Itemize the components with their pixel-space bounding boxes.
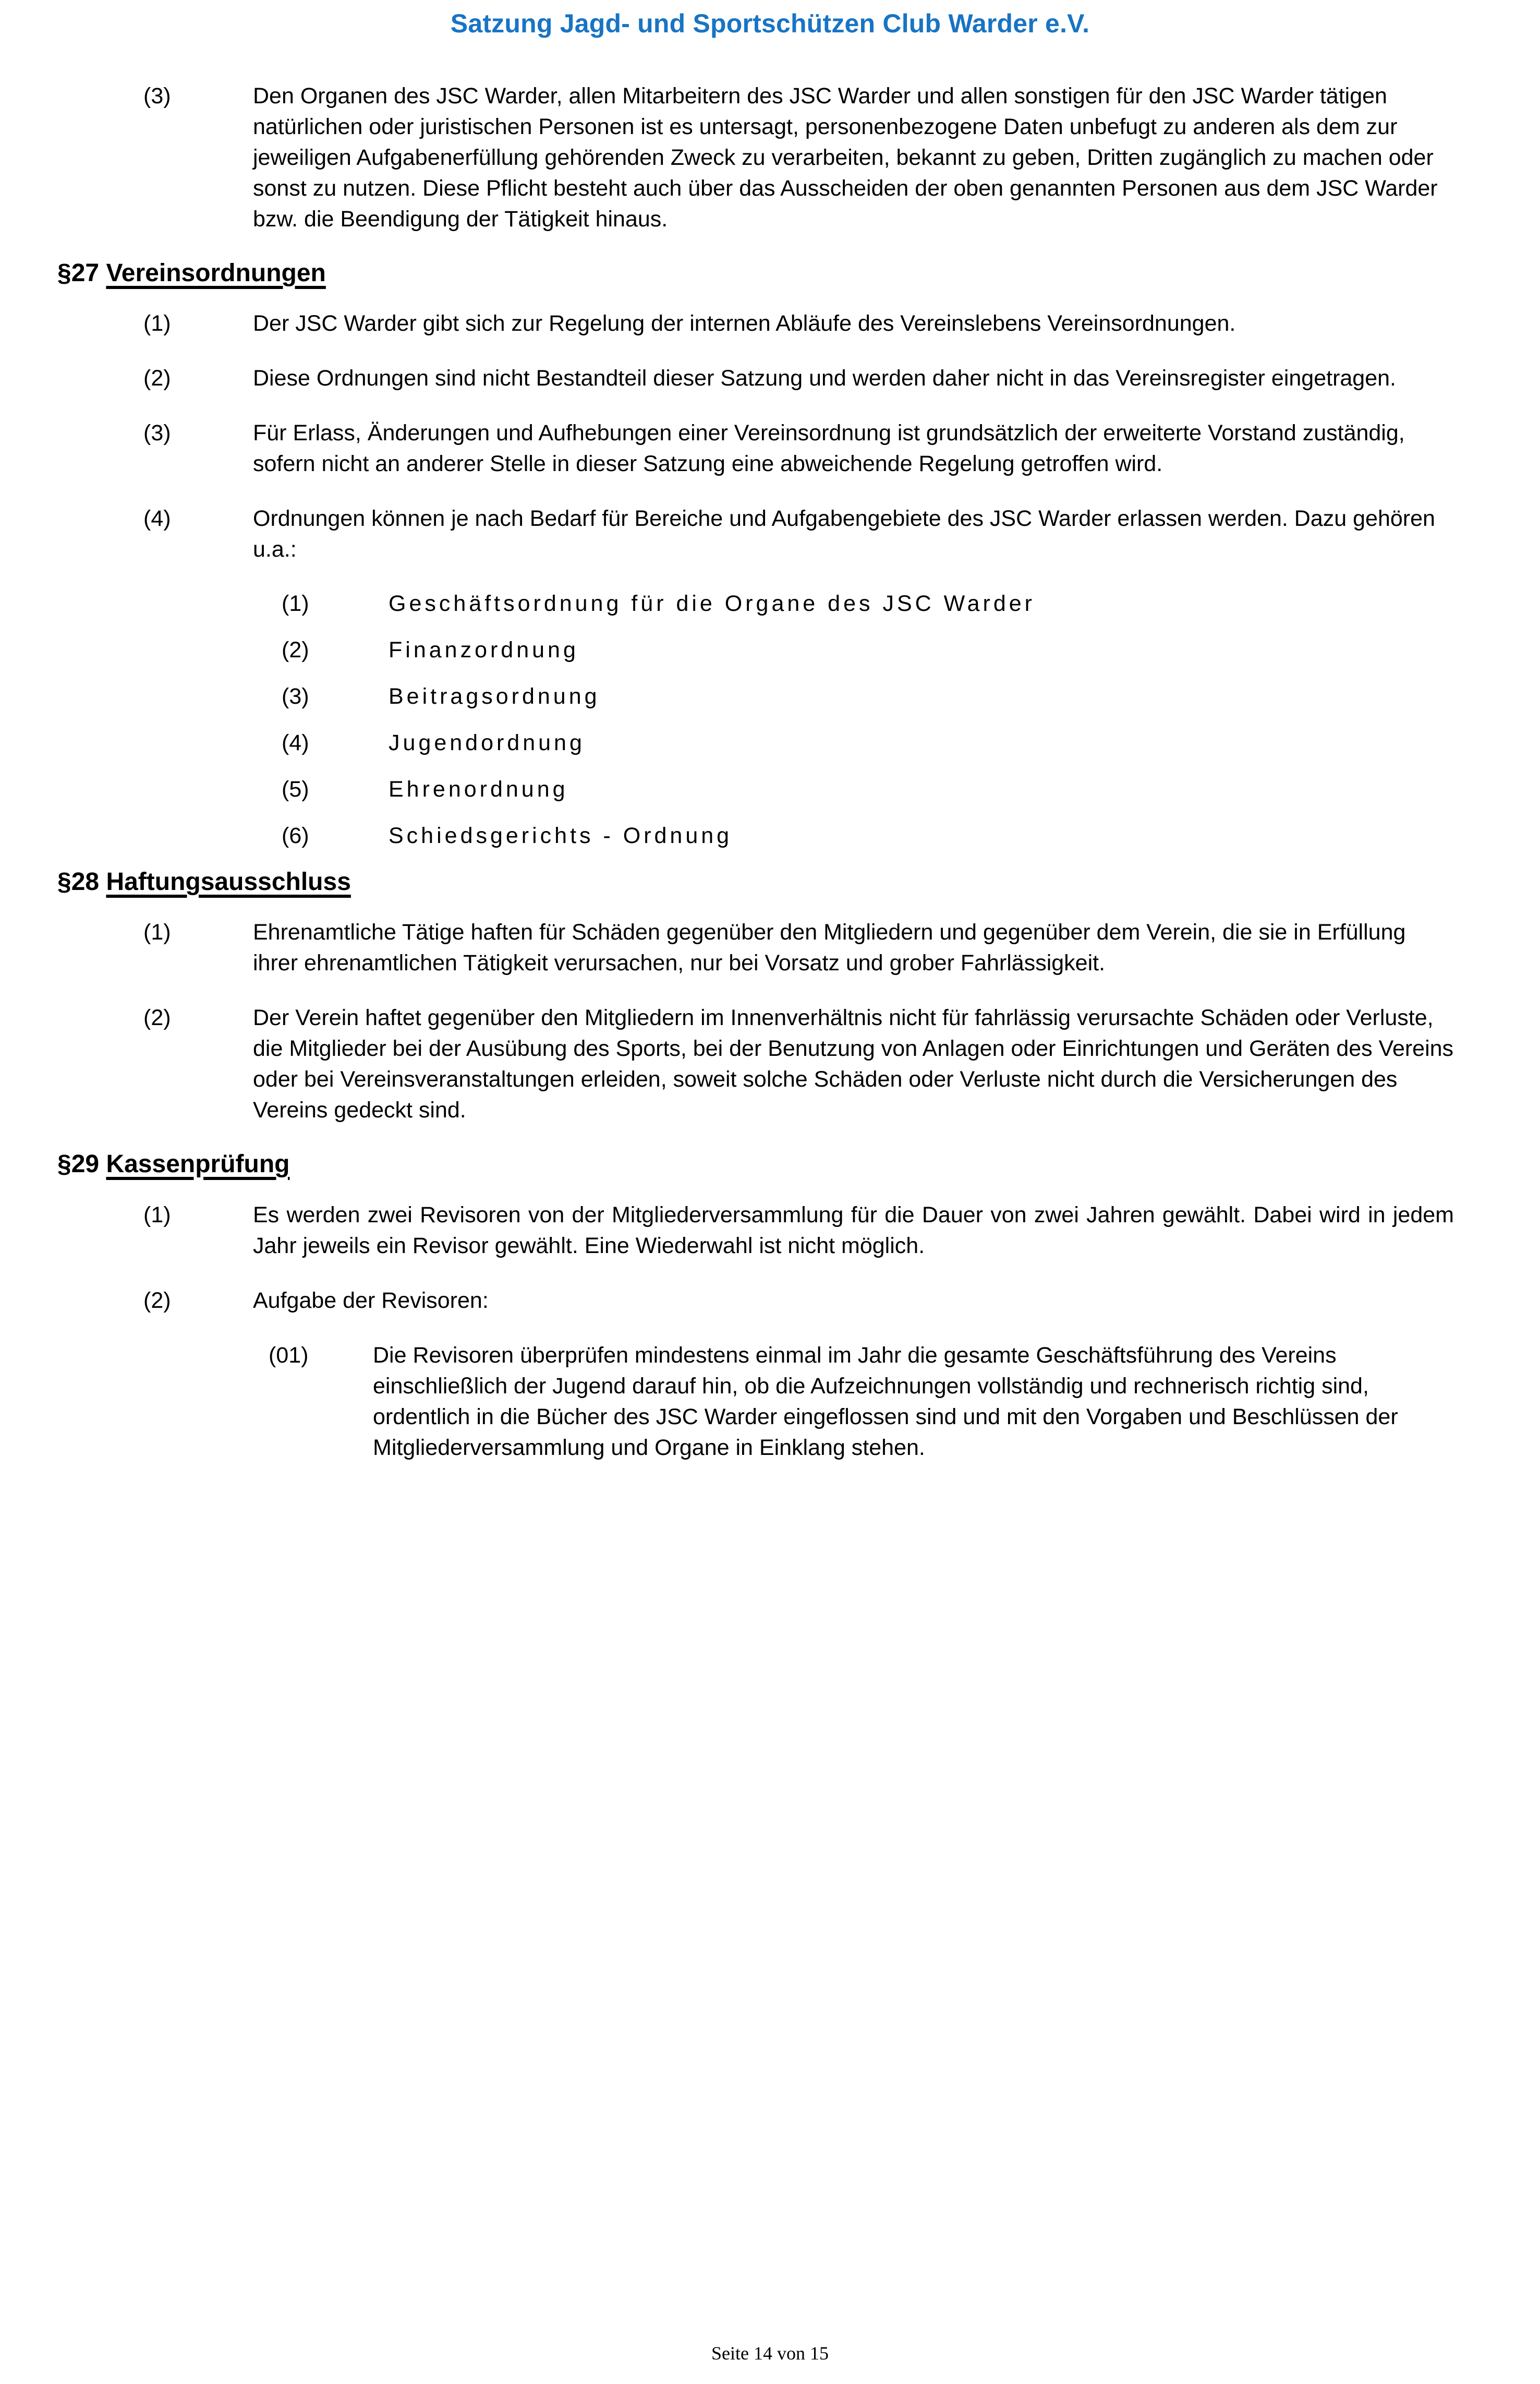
- paragraph-item: [0, 81, 1540, 235]
- section-title: Vereinsordnungen: [106, 259, 326, 287]
- list-item: [0, 682, 1540, 711]
- paragraph-text: Den Organen des JSC Warder, allen Mitarbeitern des JSC Warder und allen sonstigen für den JSC Warder tätigen natürlichen oder juristischen Personen ist es untersagt, personenbezogene Daten unbefugt zu anderen als dem zur jeweiligen Aufgabenerfüllung gehörenden Zweck zu verarbeiten, bekannt zu geben, Dritten zugänglich zu machen oder sonst zu nutzen. Diese Pflicht besteht auch über das Ausscheiden der oben genannten Personen aus dem JSC Warder bzw. die Beendigung der Tätigkeit hinaus.: [253, 83, 1438, 232]
- section-number: §27: [57, 259, 100, 287]
- paragraph-marker: (1): [143, 920, 171, 945]
- section-heading-28: [0, 868, 1540, 896]
- paragraph-item: [0, 308, 1540, 339]
- list-item: [0, 589, 1540, 618]
- paragraph-marker: (2): [143, 1287, 171, 1313]
- page-footer: Seite 14 von 15: [711, 2343, 829, 2364]
- list-item-marker: (5): [282, 777, 309, 802]
- section-heading-27: [0, 259, 1540, 287]
- paragraph-marker: (4): [143, 506, 171, 532]
- list-item-marker: (2): [282, 637, 309, 663]
- list-item-label: Schiedsgerichts - Ordnung: [389, 823, 733, 849]
- list-item-label: Geschäftsordnung für die Organe des JSC Warder: [389, 591, 1035, 617]
- paragraph-marker: (2): [143, 1005, 171, 1031]
- paragraph-marker: (1): [143, 1202, 171, 1227]
- list-item: [0, 775, 1540, 804]
- document-title: Satzung Jagd- und Sportschützen Club Warder e.V.: [450, 9, 1090, 38]
- list-item-marker: (01): [269, 1342, 309, 1368]
- paragraph-text: Diese Ordnungen sind nicht Bestandteil dieser Satzung und werden daher nicht in das Vereinsregister eingetragen.: [253, 366, 1396, 391]
- section-title: Haftungsausschluss: [106, 868, 351, 896]
- paragraph-item: [0, 1003, 1540, 1126]
- list-item: [0, 821, 1540, 850]
- list-item-marker: (3): [282, 684, 309, 709]
- section-heading-29: [0, 1150, 1540, 1178]
- paragraph-text: Ehrenamtliche Tätige haften für Schäden gegenüber den Mitgliedern und gegenüber dem Verein, die sie in Erfüllung ihrer ehrenamtlichen Tätigkeit verursachen, nur bei Vorsatz und grober Fahrlässigkeit.: [253, 920, 1406, 976]
- list-item-label: Beitragsordnung: [389, 684, 600, 709]
- paragraph-item: [0, 418, 1540, 479]
- list-item-marker: (1): [282, 591, 309, 617]
- list-item: [0, 728, 1540, 757]
- paragraph-text: Der JSC Warder gibt sich zur Regelung der internen Abläufe des Vereinslebens Vereinsordnungen.: [253, 311, 1236, 336]
- revisoren-task-item: [0, 1340, 1540, 1463]
- section-title: Kassenprüfung: [106, 1150, 290, 1178]
- paragraph-marker: (1): [143, 311, 171, 336]
- paragraph-text: Ordnungen können je nach Bedarf für Bereiche und Aufgabengebiete des JSC Warder erlassen werden. Dazu gehören u.a.:: [253, 506, 1435, 562]
- paragraph-item: [0, 363, 1540, 394]
- paragraph-item: [0, 1200, 1540, 1261]
- document-body: [0, 81, 1540, 1484]
- paragraph-marker: (2): [143, 366, 171, 391]
- paragraph-text: Es werden zwei Revisoren von der Mitgliederversammlung für die Dauer von zwei Jahren gewählt. Dabei wird in jedem Jahr jeweils ein Revisor gewählt. Eine Wiederwahl ist nicht möglich.: [253, 1202, 1454, 1258]
- paragraph-text: Der Verein haftet gegenüber den Mitgliedern im Innenverhältnis nicht für fahrlässig verursachte Schäden oder Verluste, die Mitglieder bei der Ausübung des Sports, bei der Benutzung von Anlagen oder Einrichtungen und Geräten des Vereins oder bei Vereinsveranstaltungen erleiden, soweit solche Schäden oder Verluste nicht durch die Versicherungen des Vereins gedeckt sind.: [253, 1005, 1454, 1123]
- list-item-label: Ehrenordnung: [389, 777, 568, 802]
- paragraph-item: [0, 1285, 1540, 1316]
- list-item-label: Finanzordnung: [389, 637, 579, 663]
- section-number: §28: [57, 868, 100, 896]
- paragraph-item: [0, 503, 1540, 565]
- paragraph-marker: (3): [143, 420, 171, 446]
- list-item-label: Jugendordnung: [389, 730, 585, 756]
- paragraph-marker: (3): [143, 83, 171, 109]
- paragraph-text: Aufgabe der Revisoren:: [253, 1287, 489, 1313]
- ordnungen-list: [0, 589, 1540, 850]
- list-item-marker: (4): [282, 730, 309, 756]
- paragraph-item: [0, 917, 1540, 979]
- paragraph-text: Für Erlass, Änderungen und Aufhebungen einer Vereinsordnung ist grundsätzlich der erweiterte Vorstand zuständig, sofern nicht an anderer Stelle in dieser Satzung eine abweichende Regelung getroffen wird.: [253, 420, 1405, 477]
- section-number: §29: [57, 1150, 100, 1178]
- list-item-text: Die Revisoren überprüfen mindestens einmal im Jahr die gesamte Geschäftsführung des Vereins einschließlich der Jugend darauf hin, ob die Aufzeichnungen vollständig und rechnerisch richtig sind, ordentlich in die Bücher des JSC Warder eingeflossen sind und mit den Vorgaben und Beschlüssen der Mitgliederversammlung und Organe in Einklang stehen.: [373, 1342, 1398, 1460]
- list-item-marker: (6): [282, 823, 309, 849]
- list-item: [0, 635, 1540, 665]
